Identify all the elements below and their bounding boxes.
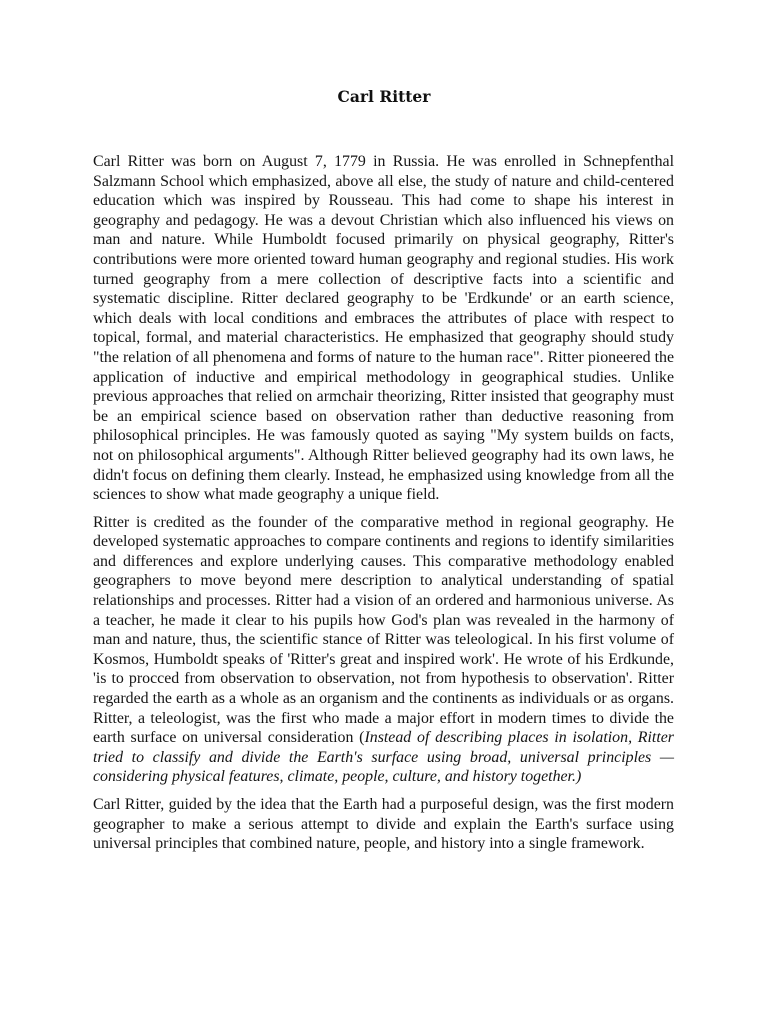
paragraph-2-text: Ritter is credited as the founder of the comparative method in regional geography. He developed systematic approaches to compare continents and regions to identify similarities and differences and explore underlying causes. This comparative methodology enabled geographers to move beyond mere description to analytical understanding of spatial relationships and processes. Ritter had a vision of an ordered and harmonious universe. As a teacher, he made it clear to his pupils how God's plan was revealed in the harmony of man and nature, thus, the scientific stance of Ritter was teleological. In his first volume of Kosmos, Humboldt speaks of 'Ritter's great and inspired work'. He wrote of his Erdkunde, 'is to procced from observation to observation, not from hypothesis to observation'. Ritter regarded the earth as a whole as an organism and the continents as individuals or as organs. Ritter, a teleologist, was the first who made a major effort in modern times to divide the earth surface on universal consideration (: [93, 513, 674, 747]
paragraph-2-italic-text: Instead of describing places in isolation, Ritter tried to classify and divide the Earth's surface using broad, universal principles — considering physical features, climate, people, culture, and history together.): [93, 729, 674, 786]
paragraph-2: [93, 513, 674, 787]
page-title: Carl Ritter: [337, 87, 431, 106]
document-body: [93, 152, 674, 862]
paragraph-1-text: Carl Ritter was born on August 7, 1779 in Russia. He was enrolled in Schnepfenthal Salzmann School which emphasized, above all else, the study of nature and child-centered education which was inspired by Rousseau. This had come to shape his interest in geography and pedagogy. He was a devout Christian which also influenced his views on man and nature. While Humboldt focused primarily on physical geography, Ritter's contributions were more oriented toward human geography and regional studies. His work turned geography from a mere collection of descriptive facts into a scientific and systematic discipline. Ritter declared geography to be 'Erdkunde' or an earth science, which deals with local conditions and embraces the attributes of place with respect to topical, formal, and material characteristics. He emphasized that geography should study "the relation of all phenomena and forms of nature to the human race". Ritter pioneered the application of inductive and empirical methodology in geographical studies. Unlike previous approaches that relied on armchair theorizing, Ritter insisted that geography must be an empirical science based on observation rather than deductive reasoning from philosophical principles. He was famously quoted as saying "My system builds on facts, not on philosophical arguments". Although Ritter believed geography had its own laws, he didn't focus on defining them clearly. Instead, he emphasized using knowledge from all the sciences to show what made geography a unique field.: [93, 153, 674, 504]
paragraph-3: [93, 795, 674, 854]
paragraph-3-text: Carl Ritter, guided by the idea that the Earth had a purposeful design, was the first modern geographer to make a serious attempt to divide and explain the Earth's surface using universal principles that combined nature, people, and history into a single framework.: [93, 796, 674, 853]
paragraph-1: [93, 152, 674, 505]
